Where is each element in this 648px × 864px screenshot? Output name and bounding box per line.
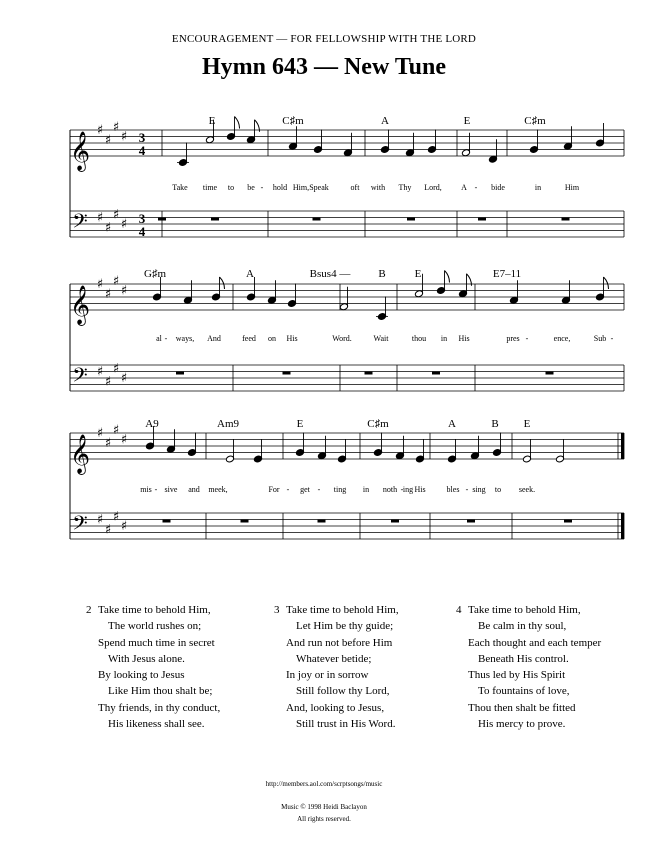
stanza-line: Still follow thy Lord, xyxy=(296,685,390,698)
whole-rest-icon xyxy=(176,372,184,375)
sharp-icon: ♯ xyxy=(96,210,104,226)
chord-symbol: Am9 xyxy=(217,418,239,430)
lyric-syllable: feed xyxy=(242,334,256,343)
lyric-syllable: oft xyxy=(350,183,360,192)
lyric-syllable: hold xyxy=(272,183,288,192)
lyric-syllable: on xyxy=(268,334,276,343)
sharp-icon: ♯ xyxy=(112,273,120,289)
lyric-syllable: - xyxy=(164,334,168,343)
lyric-syllable: Him, xyxy=(292,183,310,192)
chord-symbol: A xyxy=(381,115,389,127)
sharp-icon: ♯ xyxy=(104,220,112,236)
whole-rest-icon xyxy=(318,520,326,523)
lyric-syllable: time xyxy=(202,183,218,192)
sharp-icon: ♯ xyxy=(120,217,128,232)
time-sig-bottom: 4 xyxy=(138,224,146,239)
footer-url: http://members.aol.com/scrptsongs/music xyxy=(265,780,383,788)
lyric-syllable: Wait xyxy=(373,334,389,343)
lyric-syllable: sing xyxy=(472,485,486,494)
stanza-4 xyxy=(456,602,602,732)
whole-rest-icon xyxy=(407,218,415,221)
whole-rest-icon xyxy=(163,520,171,523)
lyric-syllable: sive xyxy=(164,485,178,494)
lyric-syllable: thou xyxy=(411,334,427,343)
note-flag xyxy=(235,117,240,129)
whole-rest-icon xyxy=(241,520,249,523)
sharp-icon: ♯ xyxy=(120,519,128,534)
stanza-line: Thus led by His Spirit xyxy=(468,669,566,682)
lyric-syllable: - xyxy=(525,334,529,343)
stanza-3 xyxy=(274,602,399,732)
bass-clef-icon: 𝄢 xyxy=(72,363,88,392)
chord-symbol: E xyxy=(523,418,531,430)
chord-symbol: C♯m xyxy=(282,115,304,127)
lyric-syllable: and xyxy=(188,485,200,494)
stanza-line: To fountains of love, xyxy=(478,685,570,698)
lyric-syllable: ence, xyxy=(553,334,571,343)
lyric-syllable: bles xyxy=(446,485,460,494)
whole-rest-icon xyxy=(283,372,291,375)
bass-clef-icon: 𝄢 xyxy=(72,511,88,540)
treble-clef-icon: 𝄞 xyxy=(69,285,91,325)
time-sig-top: 3 xyxy=(138,130,146,145)
whole-rest-icon xyxy=(432,372,440,375)
stanza-line: Beneath His control. xyxy=(478,652,569,665)
lyric-syllable: ting xyxy=(333,485,347,494)
whole-rest-icon xyxy=(365,372,373,375)
rights-line: All rights reserved. xyxy=(297,815,351,823)
lyric-syllable: His xyxy=(286,334,298,343)
lyric-syllable: A xyxy=(461,183,467,192)
lyric-syllable: with xyxy=(370,183,386,192)
stanza-line: Thou then shalt be fitted xyxy=(468,701,576,714)
lyric-syllable: to xyxy=(227,183,235,192)
stanza-line: Let Him be thy guide; xyxy=(296,620,394,633)
lyric-syllable: ing xyxy=(402,485,414,494)
sharp-icon: ♯ xyxy=(112,207,120,223)
treble-clef-icon: 𝄞 xyxy=(69,131,91,171)
chord-symbol: C♯m xyxy=(367,418,389,430)
lyric-syllable: - xyxy=(400,485,404,494)
lyric-syllable: in xyxy=(362,485,370,494)
copyright-line: Music © 1998 Heidi Baclayon xyxy=(281,803,367,811)
lyric-syllable: bide xyxy=(491,183,505,192)
note-flag xyxy=(220,277,225,289)
lyric-syllable: - xyxy=(610,334,614,343)
whole-rest-icon xyxy=(391,520,399,523)
lyric-syllable: His xyxy=(414,485,426,494)
chord-symbol: C♯m xyxy=(524,115,546,127)
sharp-icon: ♯ xyxy=(120,129,128,145)
sharp-icon: ♯ xyxy=(104,132,112,148)
lyric-syllable: al xyxy=(156,334,162,343)
stanza-line: The world rushes on; xyxy=(108,620,202,633)
stanza-number: 3 xyxy=(274,604,280,616)
hymn-category: ENCOURAGEMENT — FOR FELLOWSHIP WITH THE LORD xyxy=(171,33,477,45)
stanza-number: 2 xyxy=(86,604,92,616)
sharp-icon: ♯ xyxy=(120,432,128,448)
whole-rest-icon xyxy=(211,218,219,221)
note-flag xyxy=(604,277,609,289)
stanza-line: With Jesus alone. xyxy=(108,652,185,665)
whole-rest-icon xyxy=(313,218,321,221)
stanza-line: Like Him thou shalt be; xyxy=(108,685,213,698)
sharp-icon: ♯ xyxy=(120,371,128,386)
lyric-syllable: meek, xyxy=(208,485,228,494)
stanza-line: Still trust in His Word. xyxy=(296,718,396,731)
time-sig-bottom: 4 xyxy=(138,143,146,158)
lyric-syllable: pres xyxy=(506,334,520,343)
sharp-icon: ♯ xyxy=(96,512,104,528)
lyric-syllable: to xyxy=(494,485,502,494)
sharp-icon: ♯ xyxy=(104,522,112,538)
lyric-syllable: - xyxy=(154,485,158,494)
whole-rest-icon xyxy=(546,372,554,375)
lyric-syllable: - xyxy=(286,485,290,494)
chord-symbol: A9 xyxy=(145,418,159,430)
stanza-2 xyxy=(86,602,221,732)
time-sig-top: 3 xyxy=(138,211,146,226)
stanza-line: Each thought and each temper xyxy=(468,636,602,649)
lyric-syllable: For xyxy=(268,485,280,494)
lyric-syllable: Speak xyxy=(309,183,329,192)
stanza-line: In joy or in sorrow xyxy=(286,669,369,682)
lyric-syllable: Take xyxy=(172,183,188,192)
stanza-number: 4 xyxy=(456,604,462,616)
lyric-syllable: - xyxy=(317,485,321,494)
whole-rest-icon xyxy=(562,218,570,221)
chord-symbol: E xyxy=(414,268,422,280)
sharp-icon: ♯ xyxy=(96,277,104,292)
lyric-syllable: in xyxy=(440,334,448,343)
chord-symbol: B xyxy=(491,418,499,430)
stanza-line: Thy friends, in thy conduct, xyxy=(98,701,221,714)
sharp-icon: ♯ xyxy=(104,286,112,302)
stanza-line: His likeness shall see. xyxy=(108,718,205,731)
lyric-syllable: Lord, xyxy=(424,183,442,192)
note-flag xyxy=(445,271,450,283)
sharp-icon: ♯ xyxy=(104,374,112,390)
footer-copyright xyxy=(0,801,648,825)
chord-symbol: E7–11 xyxy=(492,268,522,280)
stanza-line: And run not before Him xyxy=(286,636,393,649)
sharp-icon: ♯ xyxy=(112,119,120,135)
lyric-syllable: in xyxy=(534,183,542,192)
lyric-syllable: His xyxy=(458,334,470,343)
sharp-icon: ♯ xyxy=(96,426,104,441)
chord-symbol: A xyxy=(448,418,456,430)
lyric-syllable: - xyxy=(465,485,469,494)
stanza-line: Whatever betide; xyxy=(296,652,372,665)
stanza-line: Spend much time in secret xyxy=(98,636,215,649)
hymn-title: Hymn 643 — New Tune xyxy=(201,54,447,80)
lyric-syllable: Sub xyxy=(593,334,607,343)
lyric-syllable: seek. xyxy=(518,485,536,494)
final-barline xyxy=(621,433,624,459)
whole-rest-icon xyxy=(564,520,572,523)
lyric-syllable: Him xyxy=(564,183,580,192)
final-barline xyxy=(621,513,624,539)
chord-symbol: E xyxy=(208,115,216,127)
sharp-icon: ♯ xyxy=(104,435,112,451)
chord-symbol: G♯m xyxy=(144,268,166,280)
stanza-line: By looking to Jesus xyxy=(98,669,185,682)
whole-rest-icon xyxy=(158,218,166,221)
lyric-syllable: Word. xyxy=(332,334,352,343)
lyric-syllable: Thy xyxy=(398,183,412,192)
stanza-line: Take time to behold Him, xyxy=(98,604,211,616)
chord-symbol: E xyxy=(296,418,304,430)
sharp-icon: ♯ xyxy=(96,364,104,380)
sharp-icon: ♯ xyxy=(112,509,120,525)
chord-symbol: E xyxy=(463,115,471,127)
whole-rest-icon xyxy=(467,520,475,523)
chord-symbol: B xyxy=(378,268,386,280)
lyric-syllable: - xyxy=(474,183,478,192)
lyric-syllable: mis xyxy=(140,485,152,494)
lyric-syllable: be xyxy=(247,183,255,192)
sharp-icon: ♯ xyxy=(112,422,120,438)
lyric-syllable: ways, xyxy=(175,334,195,343)
bass-clef-icon: 𝄢 xyxy=(72,209,88,238)
whole-rest-icon xyxy=(478,218,486,221)
stanza-line: And, looking to Jesus, xyxy=(286,701,385,714)
lyric-syllable: - xyxy=(260,183,264,192)
chord-symbol: A xyxy=(246,268,254,280)
stanza-line: Take time to behold Him, xyxy=(286,604,399,616)
treble-clef-icon: 𝄞 xyxy=(69,434,91,474)
lyric-syllable: noth xyxy=(382,485,398,494)
sharp-icon: ♯ xyxy=(120,283,128,299)
stanza-line: Be calm in thy soul, xyxy=(478,620,567,633)
stanza-line: His mercy to prove. xyxy=(478,718,566,731)
lyric-syllable: And xyxy=(207,334,221,343)
sharp-icon: ♯ xyxy=(96,123,104,138)
chord-symbol: Bsus4 — xyxy=(309,268,351,280)
lyric-syllable: get xyxy=(300,485,310,494)
stanza-line: Take time to behold Him, xyxy=(468,604,581,616)
sharp-icon: ♯ xyxy=(112,361,120,377)
